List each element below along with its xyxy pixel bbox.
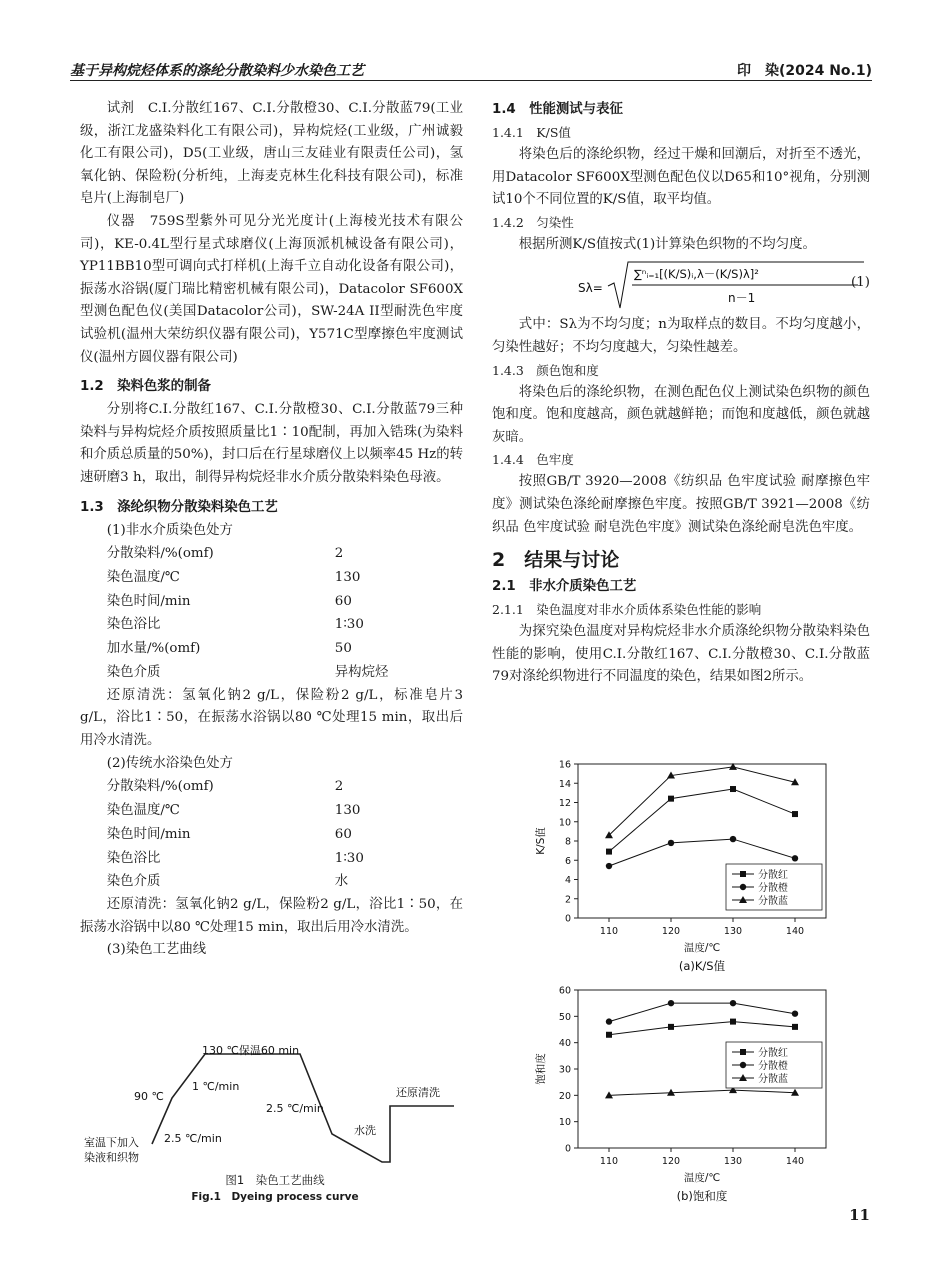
x-axis-label: 温度/℃ — [683, 942, 721, 954]
x-axis-label: 温度/℃ — [683, 1172, 721, 1184]
section-2-heading: 2 结果与讨论 — [492, 549, 620, 572]
legend-marker — [740, 871, 746, 877]
chart-title: (b)饱和度 — [676, 1189, 728, 1203]
y-tick-label: 20 — [558, 1090, 571, 1102]
data-point — [668, 840, 674, 846]
recipe-row — [107, 847, 364, 871]
section-1-4-1-heading: 1.4.1 K/S值 — [492, 125, 571, 140]
section-1-4-4-paragraph: 按照GB/T 3920—2008《纺织品 色牢度试验 耐摩擦色牢度》测试染色涤纶耐摩擦色牢度。按照GB/T 3921—2008《纺织品 色牢度试验 耐皂洗色牢度》测试染色涤纶耐皂洗色牢度。 — [492, 474, 870, 535]
section-1-4-3-paragraph: 将染色后的涤纶织物，在测色配色仪上测试染色织物的颜色饱和度。饱和度越高，颜色就越鲜艳；而饱和度越低，颜色就越灰暗。 — [492, 384, 870, 445]
legend-marker — [740, 1062, 746, 1068]
section-1-4-1-paragraph: 将染色后的涤纶织物，经过干燥和回潮后，对折至不透光，用Datacolor SF600X型测色配色仪以D65和10°视角，分别测试10个不同位置的K/S值，取平均值。 — [492, 147, 870, 208]
instruments-paragraph: 仪器 759S型紫外可见分光光度计(上海棱光技术有限公司)，KE-0.4L型行星式球磨仪(上海顶派机械设备有限公司)，YP11BB10型可调向式打样机(上海千立自动化设备有限公司)，振荡水浴锅(厦门瑞比精密机械有限公司)，Datacolor SF600X型测色配色仪(美国Datacolor公司)，SW-24A II型耐洗色牢度试验机(温州大荣纺织仪器有限公司)，Y571C型摩擦色牢度测试仪(温州方圆仪器有限公司) — [80, 213, 463, 365]
y-tick-label: 10 — [558, 817, 571, 829]
data-point — [792, 1024, 798, 1030]
room-temp-label-1: 室温下加入 — [84, 1136, 139, 1149]
y-tick-label: 60 — [558, 985, 571, 997]
formula-note: 式中：Sλ为不均匀度；n为取样点的数目。不均匀度越小，匀染性越好；不均匀度越大，匀染性越差。 — [492, 317, 870, 355]
room-temp-label-2: 染液和织物 — [84, 1151, 139, 1164]
recipe-value: 130 — [334, 803, 361, 819]
legend-label: 分散橙 — [758, 1061, 788, 1072]
section-1-4-4-heading: 1.4.4 色牢度 — [492, 452, 574, 468]
data-point — [730, 786, 736, 792]
data-point — [606, 849, 612, 855]
section-1-2-heading: 1.2 染料色浆的制备 — [80, 379, 211, 395]
rate-2-5-cool-label: 2.5 ℃/min — [266, 1102, 324, 1115]
y-tick-label: 6 — [564, 855, 571, 867]
data-point — [668, 1000, 674, 1006]
legend-label: 分散橙 — [758, 883, 788, 894]
left-column — [80, 98, 463, 962]
recipe-row — [107, 823, 364, 847]
recipe-value: 异构烷烃 — [334, 665, 389, 681]
section-1-2-paragraph: 分别将C.I.分散红167、C.I.分散橙30、C.I.分散蓝79三种染料与异构烷烃介质按照质量比1∶10配制，再加入锆珠(为染料和介质总质量的50%)，封口后在行星球磨仪上以频率45 Hz的转速研磨3 h，取出，制得异构烷烃非水介质分散染料染色母液。 — [80, 402, 463, 485]
recipe-2-title: (2)传统水浴染色处方 — [106, 755, 233, 771]
x-tick-label: 110 — [599, 1156, 619, 1167]
formula-lhs: Sλ= — [578, 281, 603, 296]
x-tick-label: 130 — [723, 1156, 743, 1167]
y-tick-label: 0 — [564, 1143, 571, 1155]
x-tick-label: 110 — [599, 926, 619, 937]
recipe-parameter: 染色时间/min — [106, 826, 191, 842]
series-line-分散红 — [609, 789, 795, 852]
section-2-1-1-heading: 2.1.1 染色温度对非水介质体系染色性能的影响 — [492, 602, 762, 618]
recipe-row — [107, 613, 389, 637]
recipe-row — [107, 566, 389, 590]
running-title: 基于异构烷烃体系的涤纶分散染料少水染色工艺 — [70, 63, 364, 79]
data-point — [730, 1019, 736, 1025]
data-point — [606, 1032, 612, 1038]
recipe-row — [107, 542, 389, 566]
y-tick-label: 2 — [564, 894, 571, 906]
temp-90-label: 90 ℃ — [134, 1090, 164, 1103]
recipe-parameter: 加水量/%(omf) — [106, 641, 201, 657]
data-point — [792, 1011, 798, 1017]
curve-title: (3)染色工艺曲线 — [106, 942, 207, 958]
recipe-parameter: 染色时间/min — [106, 593, 191, 609]
legend — [726, 1042, 822, 1088]
legend-marker — [740, 884, 746, 890]
recipe-row — [107, 870, 364, 894]
recipe-row — [107, 775, 364, 799]
series-line-分散蓝 — [609, 1090, 795, 1095]
legend-label: 分散红 — [758, 1048, 788, 1059]
reduction-clearing-1: 还原清洗：氢氧化钠2 g/L，保险粉2 g/L，标准皂片3 g/L，浴比1∶50，在振荡水浴锅以80 ℃处理15 min，取出后用冷水清洗。 — [80, 687, 463, 749]
recipe-1-table — [107, 542, 389, 685]
figure-1-caption-en: Fig.1 Dyeing process curve — [191, 1191, 359, 1203]
formula-numerator: ∑ⁿᵢ₌₁[(K/S)ᵢ,λ－(K/S)λ]² — [634, 267, 759, 282]
recipe-parameter: 染色介质 — [106, 874, 161, 890]
recipe-value: 60 — [334, 826, 352, 842]
water-wash-label: 水洗 — [354, 1124, 376, 1137]
recipe-value: 1∶30 — [334, 617, 364, 633]
x-tick-label: 140 — [785, 926, 805, 937]
recipe-value: 水 — [334, 874, 349, 890]
recipe-parameter: 染色温度/℃ — [106, 569, 180, 585]
reduction-clearing-2: 还原清洗：氢氧化钠2 g/L，保险粉2 g/L，浴比1∶50，在振荡水浴锅中以80 ℃处理15 min，取出后用冷水清洗。 — [80, 897, 463, 935]
recipe-row — [107, 661, 389, 685]
section-1-4-3-heading: 1.4.3 颜色饱和度 — [492, 362, 599, 378]
figure-1-caption — [80, 1172, 470, 1205]
section-1-3-heading: 1.3 涤纶织物分散染料染色工艺 — [80, 499, 278, 515]
series-line-分散红 — [609, 1022, 795, 1035]
data-point — [606, 863, 612, 869]
y-tick-label: 0 — [564, 913, 571, 925]
recipe-value: 50 — [334, 641, 352, 657]
recipe-2-table — [107, 775, 364, 894]
recipe-value: 1∶30 — [334, 850, 364, 866]
recipe-value: 130 — [334, 569, 361, 585]
journal-issue: 印 染(2024 No.1) — [736, 63, 872, 79]
legend — [726, 864, 822, 910]
legend-label: 分散蓝 — [758, 896, 788, 907]
recipe-value: 2 — [334, 546, 344, 562]
rate-2-5-heat-label: 2.5 ℃/min — [164, 1132, 222, 1145]
y-tick-label: 40 — [558, 1038, 571, 1050]
section-1-4-heading: 1.4 性能测试与表征 — [492, 102, 623, 117]
data-point — [792, 811, 798, 817]
recipe-parameter: 染色温度/℃ — [106, 803, 180, 819]
reagents-paragraph: 试剂 C.I.分散红167、C.I.分散橙30、C.I.分散蓝79(工业级，浙江龙盛染料化工有限公司)，异构烷烃(工业级，广州诚毅化工有限公司)，D5(工业级，唐山三友硅业有限责任公司)，氢氧化钠、保险粉(分析纯，上海麦克林生化科技有限公司)，标准皂片(上海制皂厂) — [80, 101, 463, 207]
section-1-4-2-paragraph: 根据所测K/S值按式(1)计算染色织物的不均匀度。 — [518, 236, 816, 252]
y-tick-label: 16 — [558, 759, 571, 771]
rate-1-label: 1 ℃/min — [192, 1080, 240, 1093]
section-1-4-2-heading: 1.4.2 匀染性 — [492, 214, 574, 230]
recipe-value: 2 — [334, 779, 344, 795]
recipe-row — [107, 590, 389, 614]
formula-graphic — [572, 256, 872, 314]
x-tick-label: 120 — [661, 926, 681, 937]
recipe-parameter: 染色浴比 — [106, 850, 161, 866]
y-tick-label: 8 — [564, 836, 571, 848]
series-line-分散橙 — [609, 1003, 795, 1021]
y-tick-label: 4 — [564, 875, 571, 886]
legend-marker — [740, 1049, 746, 1055]
y-tick-label: 10 — [558, 1117, 571, 1129]
x-tick-label: 120 — [661, 1156, 681, 1167]
data-point — [606, 1018, 612, 1024]
reduction-clearing-label: 还原清洗 — [396, 1086, 440, 1099]
data-point — [730, 1000, 736, 1006]
chart-title: (a)K/S值 — [678, 959, 726, 973]
series-line-分散蓝 — [609, 767, 795, 835]
dyeing-process-curve — [80, 1040, 470, 1172]
x-tick-label: 130 — [723, 926, 743, 937]
page-number: 11 — [849, 1206, 870, 1224]
recipe-parameter: 分散染料/%(omf) — [106, 779, 214, 795]
recipe-1-title: (1)非水介质染色处方 — [106, 522, 233, 538]
y-axis-label: 饱和度 — [535, 1053, 547, 1085]
recipe-row — [107, 637, 389, 661]
recipe-parameter: 染色介质 — [106, 665, 161, 681]
formula-denominator: n－1 — [728, 291, 756, 306]
y-axis-label: K/S值 — [535, 827, 547, 855]
data-point — [792, 855, 798, 861]
chart-ks — [530, 752, 840, 984]
y-tick-label: 14 — [558, 778, 571, 790]
y-tick-label: 30 — [558, 1064, 571, 1076]
section-2-1-heading: 2.1 非水介质染色工艺 — [492, 579, 637, 595]
data-point — [668, 796, 674, 802]
legend-label: 分散蓝 — [758, 1074, 788, 1085]
legend-label: 分散红 — [758, 870, 788, 881]
recipe-parameter: 染色浴比 — [106, 617, 161, 633]
equation-number: (1) — [851, 275, 870, 291]
header-divider — [70, 80, 872, 81]
section-2-1-1-paragraph: 为探究染色温度对异构烷烃非水介质涤纶织物分散染料染色性能的影响，使用C.I.分散红167、C.I.分散橙30、C.I.分散蓝79对涤纶织物进行不同温度的染色，结果如图2所示。 — [492, 624, 870, 685]
figure-1-caption-cn: 图1 染色工艺曲线 — [225, 1173, 325, 1187]
right-column — [492, 98, 870, 689]
data-point — [730, 836, 736, 842]
formula-1 — [492, 256, 870, 314]
data-point — [668, 1024, 674, 1030]
x-tick-label: 140 — [785, 1156, 805, 1167]
recipe-value: 60 — [334, 593, 352, 609]
series-line-分散橙 — [609, 839, 795, 866]
hold-label: 130 ℃保温60 min — [202, 1044, 300, 1057]
recipe-row — [107, 799, 364, 823]
recipe-parameter: 分散染料/%(omf) — [106, 546, 214, 562]
chart-saturation — [530, 982, 840, 1204]
y-tick-label: 50 — [558, 1011, 571, 1023]
y-tick-label: 12 — [558, 798, 571, 809]
